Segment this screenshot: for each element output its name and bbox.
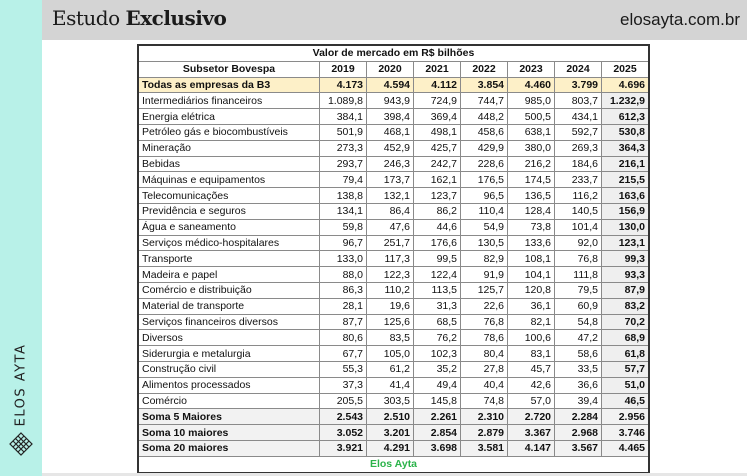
cell-value: 2.879 xyxy=(461,425,508,441)
cell-value: 79,4 xyxy=(320,172,367,188)
cell-value: 76,8 xyxy=(555,251,602,267)
table-row xyxy=(138,156,649,172)
cell-value: 125,6 xyxy=(367,314,414,330)
cell-value: 4.594 xyxy=(367,77,414,93)
cell-value: 985,0 xyxy=(508,93,555,109)
cell-value: 123,7 xyxy=(414,188,461,204)
column-header: 2021 xyxy=(414,61,461,77)
cell-value: 67,7 xyxy=(320,346,367,362)
table-row xyxy=(138,219,649,235)
total-row xyxy=(138,77,649,93)
cell-value: 22,6 xyxy=(461,298,508,314)
cell-value: 3.052 xyxy=(320,425,367,441)
cell-value: 60,9 xyxy=(555,298,602,314)
lattice-diamond-icon xyxy=(9,432,33,456)
cell-value: 82,1 xyxy=(508,314,555,330)
cell-value: 113,5 xyxy=(414,282,461,298)
cell-value: 205,5 xyxy=(320,393,367,409)
cell-value: 273,3 xyxy=(320,140,367,156)
row-label: Soma 10 maiores xyxy=(138,425,320,441)
column-header: Subsetor Bovespa xyxy=(138,61,320,77)
cell-value: 448,2 xyxy=(461,109,508,125)
cell-value: 41,4 xyxy=(367,377,414,393)
source-credit: Elos Ayta xyxy=(138,456,649,472)
cell-value: 55,3 xyxy=(320,361,367,377)
cell-value: 120,8 xyxy=(508,282,555,298)
cell-value: 2.510 xyxy=(367,409,414,425)
cell-value: 638,1 xyxy=(508,124,555,140)
cell-value: 242,7 xyxy=(414,156,461,172)
cell-value: 2.968 xyxy=(555,425,602,441)
cell-value: 37,3 xyxy=(320,377,367,393)
cell-value: 110,2 xyxy=(367,282,414,298)
row-label: Alimentos processados xyxy=(138,377,320,393)
cell-value: 46,5 xyxy=(602,393,650,409)
cell-value: 138,8 xyxy=(320,188,367,204)
table-row xyxy=(138,124,649,140)
column-header-row xyxy=(138,61,649,77)
cell-value: 74,8 xyxy=(461,393,508,409)
cell-value: 39,4 xyxy=(555,393,602,409)
cell-value: 384,1 xyxy=(320,109,367,125)
cell-value: 364,3 xyxy=(602,140,650,156)
cell-value: 724,9 xyxy=(414,93,461,109)
cell-value: 76,2 xyxy=(414,330,461,346)
table-row xyxy=(138,346,649,362)
table-row xyxy=(138,140,649,156)
cell-value: 173,7 xyxy=(367,172,414,188)
cell-value: 108,1 xyxy=(508,251,555,267)
cell-value: 1.089,8 xyxy=(320,93,367,109)
row-label: Madeira e papel xyxy=(138,267,320,283)
cell-value: 123,1 xyxy=(602,235,650,251)
cell-value: 228,6 xyxy=(461,156,508,172)
row-label: Construção civil xyxy=(138,361,320,377)
cell-value: 434,1 xyxy=(555,109,602,125)
cell-value: 4.112 xyxy=(414,77,461,93)
cell-value: 303,5 xyxy=(367,393,414,409)
row-label: Serviços médico-hospitalares xyxy=(138,235,320,251)
cell-value: 4.460 xyxy=(508,77,555,93)
cell-value: 122,4 xyxy=(414,267,461,283)
table-row xyxy=(138,267,649,283)
sidebar xyxy=(0,0,42,476)
table-row xyxy=(138,377,649,393)
cell-value: 93,3 xyxy=(602,267,650,283)
cell-value: 19,6 xyxy=(367,298,414,314)
table-row xyxy=(138,282,649,298)
cell-value: 3.567 xyxy=(555,440,602,456)
cell-value: 2.284 xyxy=(555,409,602,425)
cell-value: 133,0 xyxy=(320,251,367,267)
cell-value: 2.261 xyxy=(414,409,461,425)
table-footer-row xyxy=(138,456,649,472)
cell-value: 31,3 xyxy=(414,298,461,314)
cell-value: 59,8 xyxy=(320,219,367,235)
table-row xyxy=(138,361,649,377)
cell-value: 133,6 xyxy=(508,235,555,251)
cell-value: 612,3 xyxy=(602,109,650,125)
cell-value: 99,3 xyxy=(602,251,650,267)
cell-value: 80,4 xyxy=(461,346,508,362)
cell-value: 132,1 xyxy=(367,188,414,204)
brand-name: ELOS AYTA xyxy=(13,343,29,427)
table-row xyxy=(138,393,649,409)
row-label: Petróleo gás e biocombustíveis xyxy=(138,124,320,140)
row-label: Telecomunicações xyxy=(138,188,320,204)
cell-value: 44,6 xyxy=(414,219,461,235)
table-title: Valor de mercado em R$ bilhões xyxy=(138,45,649,61)
cell-value: 4.147 xyxy=(508,440,555,456)
cell-value: 452,9 xyxy=(367,140,414,156)
cell-value: 54,8 xyxy=(555,314,602,330)
cell-value: 163,6 xyxy=(602,188,650,204)
cell-value: 105,0 xyxy=(367,346,414,362)
row-label: Siderurgia e metalurgia xyxy=(138,346,320,362)
row-label: Transporte xyxy=(138,251,320,267)
row-label: Material de transporte xyxy=(138,298,320,314)
cell-value: 83,5 xyxy=(367,330,414,346)
cell-value: 58,6 xyxy=(555,346,602,362)
cell-value: 176,6 xyxy=(414,235,461,251)
cell-value: 102,3 xyxy=(414,346,461,362)
cell-value: 42,6 xyxy=(508,377,555,393)
row-label: Máquinas e equipamentos xyxy=(138,172,320,188)
cell-value: 251,7 xyxy=(367,235,414,251)
column-header: 2022 xyxy=(461,61,508,77)
cell-value: 174,5 xyxy=(508,172,555,188)
row-label: Serviços financeiros diversos xyxy=(138,314,320,330)
cell-value: 68,9 xyxy=(602,330,650,346)
table-title-row xyxy=(138,45,649,61)
table-row xyxy=(138,235,649,251)
cell-value: 216,1 xyxy=(602,156,650,172)
cell-value: 130,0 xyxy=(602,219,650,235)
cell-value: 61,2 xyxy=(367,361,414,377)
cell-value: 83,1 xyxy=(508,346,555,362)
column-header: 2020 xyxy=(367,61,414,77)
column-header: 2023 xyxy=(508,61,555,77)
table-row xyxy=(138,251,649,267)
column-header: 2024 xyxy=(555,61,602,77)
column-header: 2025 xyxy=(602,61,650,77)
cell-value: 68,5 xyxy=(414,314,461,330)
cell-value: 27,8 xyxy=(461,361,508,377)
cell-value: 369,4 xyxy=(414,109,461,125)
cell-value: 530,8 xyxy=(602,124,650,140)
cell-value: 73,8 xyxy=(508,219,555,235)
cell-value: 3.201 xyxy=(367,425,414,441)
table-row xyxy=(138,188,649,204)
header-bar xyxy=(42,0,747,40)
cell-value: 36,1 xyxy=(508,298,555,314)
row-label: Intermediários financeiros xyxy=(138,93,320,109)
brand-wordmark xyxy=(4,345,38,425)
cell-value: 498,1 xyxy=(414,124,461,140)
cell-value: 92,0 xyxy=(555,235,602,251)
cell-value: 54,9 xyxy=(461,219,508,235)
cell-value: 293,7 xyxy=(320,156,367,172)
row-label: Energia elétrica xyxy=(138,109,320,125)
cell-value: 176,5 xyxy=(461,172,508,188)
cell-value: 87,7 xyxy=(320,314,367,330)
cell-value: 3.581 xyxy=(461,440,508,456)
cell-value: 4.291 xyxy=(367,440,414,456)
cell-value: 4.696 xyxy=(602,77,650,93)
row-label: Comércio e distribuição xyxy=(138,282,320,298)
cell-value: 3.698 xyxy=(414,440,461,456)
cell-value: 116,2 xyxy=(555,188,602,204)
cell-value: 78,6 xyxy=(461,330,508,346)
table-row xyxy=(138,172,649,188)
cell-value: 128,4 xyxy=(508,203,555,219)
cell-value: 82,9 xyxy=(461,251,508,267)
cell-value: 3.854 xyxy=(461,77,508,93)
cell-value: 57,0 xyxy=(508,393,555,409)
table-row xyxy=(138,203,649,219)
cell-value: 501,9 xyxy=(320,124,367,140)
table-row xyxy=(138,298,649,314)
cell-value: 79,5 xyxy=(555,282,602,298)
row-label: Água e saneamento xyxy=(138,219,320,235)
cell-value: 47,6 xyxy=(367,219,414,235)
cell-value: 2.310 xyxy=(461,409,508,425)
cell-value: 49,4 xyxy=(414,377,461,393)
cell-value: 156,9 xyxy=(602,203,650,219)
sum-row xyxy=(138,425,649,441)
cell-value: 88,0 xyxy=(320,267,367,283)
cell-value: 86,4 xyxy=(367,203,414,219)
cell-value: 122,3 xyxy=(367,267,414,283)
cell-value: 458,6 xyxy=(461,124,508,140)
cell-value: 3.367 xyxy=(508,425,555,441)
cell-value: 51,0 xyxy=(602,377,650,393)
cell-value: 246,3 xyxy=(367,156,414,172)
cell-value: 2.720 xyxy=(508,409,555,425)
cell-value: 80,6 xyxy=(320,330,367,346)
cell-value: 130,5 xyxy=(461,235,508,251)
cell-value: 184,6 xyxy=(555,156,602,172)
cell-value: 70,2 xyxy=(602,314,650,330)
cell-value: 86,2 xyxy=(414,203,461,219)
cell-value: 76,8 xyxy=(461,314,508,330)
sum-row xyxy=(138,409,649,425)
cell-value: 100,6 xyxy=(508,330,555,346)
cell-value: 125,7 xyxy=(461,282,508,298)
cell-value: 2.956 xyxy=(602,409,650,425)
row-label: Soma 5 Maiores xyxy=(138,409,320,425)
cell-value: 398,4 xyxy=(367,109,414,125)
table-row xyxy=(138,109,649,125)
cell-value: 3.746 xyxy=(602,425,650,441)
row-label: Diversos xyxy=(138,330,320,346)
table-row xyxy=(138,93,649,109)
column-header: 2019 xyxy=(320,61,367,77)
cell-value: 87,9 xyxy=(602,282,650,298)
cell-value: 233,7 xyxy=(555,172,602,188)
row-label: Bebidas xyxy=(138,156,320,172)
cell-value: 40,4 xyxy=(461,377,508,393)
cell-value: 117,3 xyxy=(367,251,414,267)
cell-value: 2.854 xyxy=(414,425,461,441)
cell-value: 145,8 xyxy=(414,393,461,409)
row-label: Todas as empresas da B3 xyxy=(138,77,320,93)
cell-value: 744,7 xyxy=(461,93,508,109)
title-bold: Exclusivo xyxy=(125,6,227,30)
cell-value: 592,7 xyxy=(555,124,602,140)
cell-value: 96,7 xyxy=(320,235,367,251)
cell-value: 215,5 xyxy=(602,172,650,188)
table-row xyxy=(138,314,649,330)
cell-value: 216,2 xyxy=(508,156,555,172)
table-row xyxy=(138,330,649,346)
cell-value: 429,9 xyxy=(461,140,508,156)
row-label: Mineração xyxy=(138,140,320,156)
cell-value: 33,5 xyxy=(555,361,602,377)
page-title xyxy=(52,6,226,30)
cell-value: 110,4 xyxy=(461,203,508,219)
cell-value: 47,2 xyxy=(555,330,602,346)
cell-value: 269,3 xyxy=(555,140,602,156)
cell-value: 1.232,9 xyxy=(602,93,650,109)
market-value-table xyxy=(137,44,650,474)
row-label: Soma 20 maiores xyxy=(138,440,320,456)
cell-value: 57,7 xyxy=(602,361,650,377)
cell-value: 3.799 xyxy=(555,77,602,93)
cell-value: 380,0 xyxy=(508,140,555,156)
cell-value: 3.921 xyxy=(320,440,367,456)
cell-value: 4.173 xyxy=(320,77,367,93)
site-url[interactable]: elosayta.com.br xyxy=(620,10,740,29)
cell-value: 45,7 xyxy=(508,361,555,377)
cell-value: 104,1 xyxy=(508,267,555,283)
cell-value: 99,5 xyxy=(414,251,461,267)
cell-value: 162,1 xyxy=(414,172,461,188)
row-label: Previdência e seguros xyxy=(138,203,320,219)
cell-value: 96,5 xyxy=(461,188,508,204)
title-regular: Estudo xyxy=(52,6,120,30)
cell-value: 111,8 xyxy=(555,267,602,283)
cell-value: 61,8 xyxy=(602,346,650,362)
cell-value: 943,9 xyxy=(367,93,414,109)
sum-row xyxy=(138,440,649,456)
cell-value: 86,3 xyxy=(320,282,367,298)
cell-value: 803,7 xyxy=(555,93,602,109)
cell-value: 101,4 xyxy=(555,219,602,235)
cell-value: 468,1 xyxy=(367,124,414,140)
cell-value: 134,1 xyxy=(320,203,367,219)
cell-value: 4.465 xyxy=(602,440,650,456)
cell-value: 140,5 xyxy=(555,203,602,219)
cell-value: 35,2 xyxy=(414,361,461,377)
row-label: Comércio xyxy=(138,393,320,409)
cell-value: 136,5 xyxy=(508,188,555,204)
cell-value: 2.543 xyxy=(320,409,367,425)
cell-value: 36,6 xyxy=(555,377,602,393)
cell-value: 425,7 xyxy=(414,140,461,156)
cell-value: 83,2 xyxy=(602,298,650,314)
cell-value: 28,1 xyxy=(320,298,367,314)
cell-value: 91,9 xyxy=(461,267,508,283)
cell-value: 500,5 xyxy=(508,109,555,125)
